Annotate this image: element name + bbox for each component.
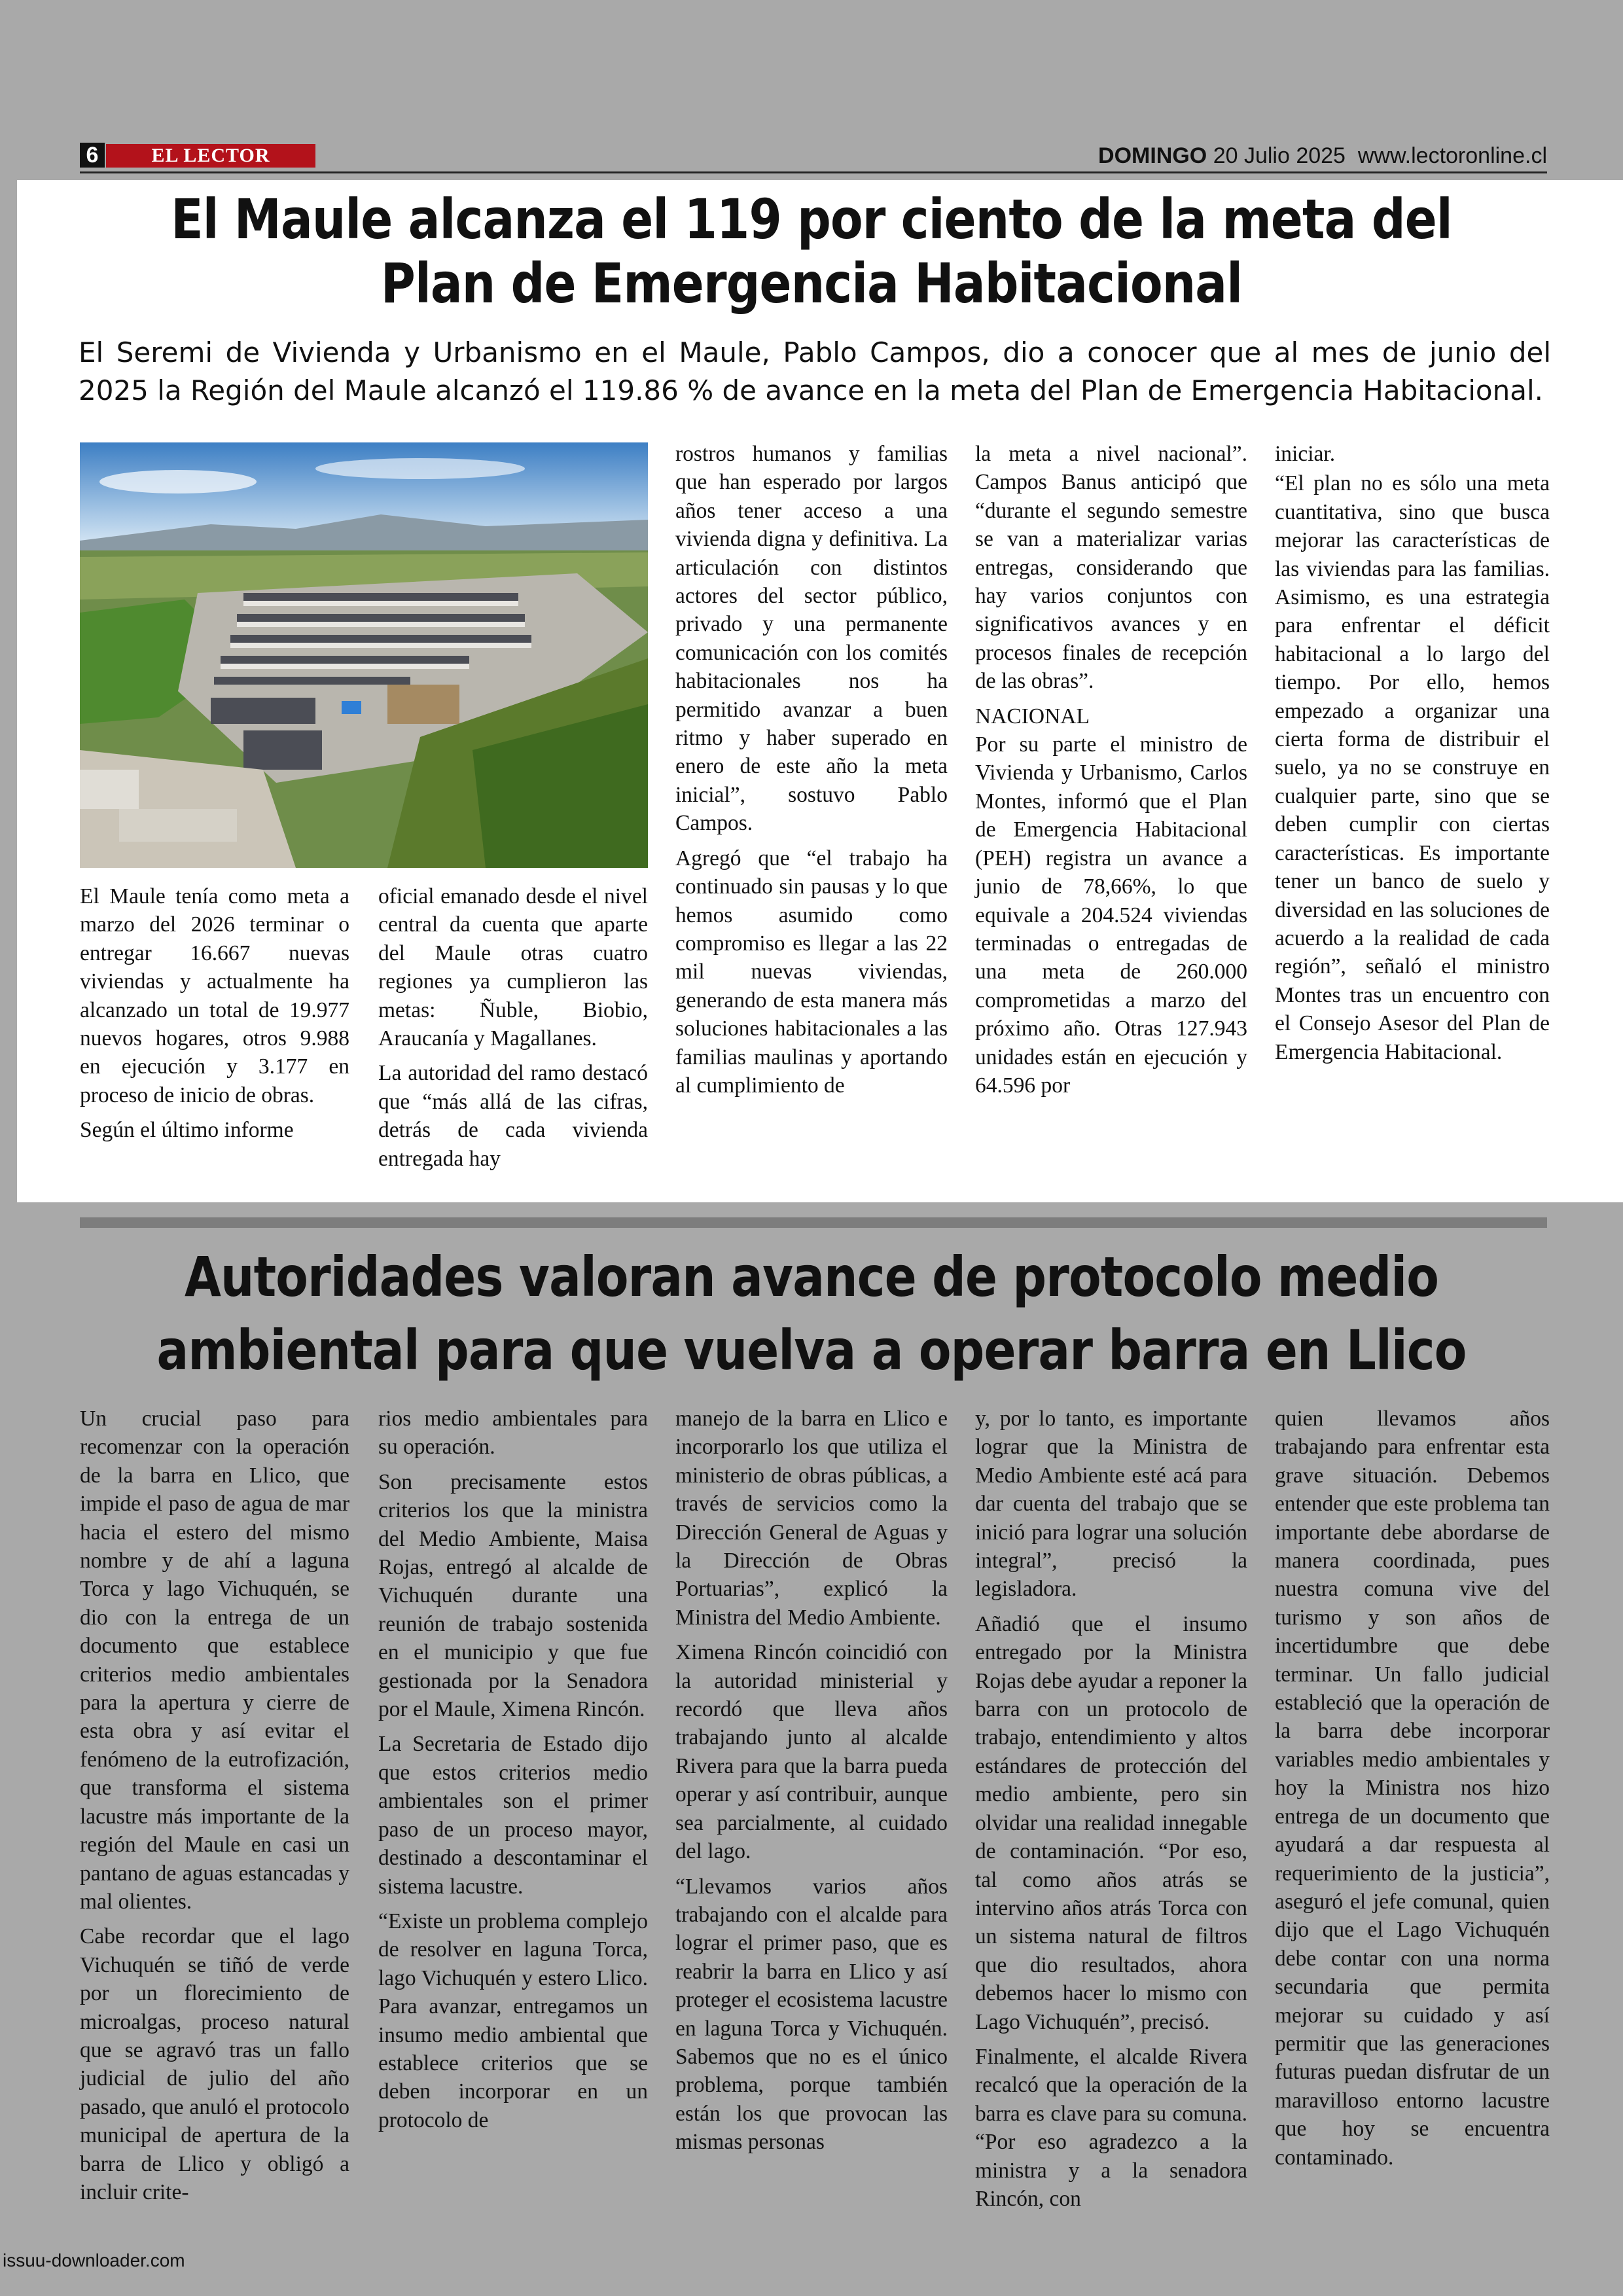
masthead <box>80 143 1547 171</box>
header-rule <box>80 171 1547 173</box>
paragraph: La Secretaria de Estado dijo que estos criterios medio ambientales son el primer paso de un proceso mayor, destinado a descontaminar el sistema lacustre. <box>378 1732 648 1899</box>
date-label: 20 Julio 2025 <box>1213 143 1346 168</box>
deck-line-1: El Seremi de Vivienda y Urbanismo en el Maule, Pablo Campos, dio a conocer que al mes de junio del <box>79 336 1551 368</box>
watermark-text: issuu-downloader.com <box>3 2250 185 2270</box>
paragraph: oficial emanado desde el nivel central da cuenta que aparte del Maule otras cuatro regiones ya cumplieron las metas: Ñuble, Biobio, Araucanía y Magallanes. <box>378 884 648 1051</box>
date-line <box>1098 143 1547 169</box>
paragraph: “Llevamos varios años trabajando con el alcalde para lograr el primer paso, que es reabrir la barra en Llico y así proteger el ecosistema lacustre en laguna Torca y Vichuquén. Sabemos que no es el único problema, porque también están los que provocan las mismas personas <box>675 1874 948 2155</box>
paragraph: la meta a nivel nacional”. Campos Banus anticipó que “durante el segundo semestre se van a materializar varias entregas, considerando que hay varios conjuntos con significativos avances y en procesos finales de recepción de las obras”. <box>975 442 1247 694</box>
paragraph: Ximena Rincón coincidió con la autoridad ministerial y recordó que lleva años trabajando junto al alcalde Rivera para que la barra pueda operar y así contribuir, aunque sea parcialmente, al cuidado del lago. <box>675 1640 948 1864</box>
paragraph: Según el último informe <box>80 1118 294 1143</box>
paragraph: y, por lo tanto, es importante lograr que la Ministra de Medio Ambiente esté acá para dar cuenta del trabajo que se inició para lograr una solución integral”, precisó la legisladora. <box>975 1407 1247 1602</box>
paragraph: El Maule tenía como meta a marzo del 2026 terminar o entregar 16.667 nuevas viviendas y actualmente ha alcanzado un total de 19.977 nuevos hogares, otros 9.988 en ejecución y 3.177 en proceso de inicio de obras. <box>80 884 349 1107</box>
headline-line-1: Autoridades valoran avance de protocolo medio <box>184 1245 1438 1309</box>
paragraph: Cabe recordar que el lago Vichuquén se tiñó de verde por un florecimiento de microalgas, proceso natural que se agravó tras un fallo judicial de julio del año pasado, que anuló el protocolo municipal de apertura de la barra de Llico y obligó a incluir crite- <box>80 1924 349 2204</box>
paragraph: Añadió que el insumo entregado por la Ministra Rojas debe ayudar a reponer la barra con un protocolo de trabajo, entendimiento y altos estándares de protección del medio ambiente, pero sin olvidar una realidad innegable de contaminación. “Por eso, tal como años atrás se intervino años atrás Torca con un sistema natural de filtros que dio resultados, ahora debemos hacer lo mismo con Lago Vichuquén”, precisó. <box>975 1611 1247 2034</box>
article2-headline <box>114 1240 1510 1387</box>
paragraph: iniciar. <box>1275 442 1336 466</box>
paragraph: “El plan no es sólo una meta cuantitativa, sino que busca mejorar las características de las viviendas para las familias. Asimismo, es una estrategia para enfrentar el déficit habitacional a lo largo del tiempo. Por ello, hemos empezado a organizar una cierta forma de distribuir el suelo, ya no se construye en cualquier parte, sino que se deben cumplir con ciertas características. Es importante tener un banco de suelo y diversidad en las soluciones de acuerdo a la realidad de cada región”, señaló el ministro Montes tras un encuentro con el Consejo Asesor del Plan de Emergencia Habitacional. <box>1275 471 1550 1064</box>
article2-column-1 <box>80 1405 349 2213</box>
paragraph: Finalmente, el alcalde Rivera recalcó que la operación de la barra es clave para su comuna. “Por eso agradezco a la ministra y a la senadora Rincón, con <box>975 2044 1247 2211</box>
article2-column-3 <box>675 1405 948 2163</box>
paragraph: Por su parte el ministro de Vivienda y Urbanismo, Carlos Montes, informó que el Plan de Emergencia Habitacional (PEH) registra un avance a junio de 78,66%, lo que equivale a 204.524 viviendas terminadas o entregadas de una meta de 260.000 comprometidas a marzo del próximo año. Otras 127.943 unidades están en ejecución y 64.596 por <box>975 732 1247 1098</box>
article1-column-3 <box>675 440 948 1106</box>
subheading-nacional: NACIONAL <box>975 704 1090 728</box>
page-number: 6 <box>80 143 105 168</box>
paper-logo: EL LECTOR <box>106 144 315 168</box>
housing-aerial-photo <box>80 442 648 868</box>
paragraph: “Existe un problema complejo de resolver en laguna Torca, lago Vichuquén y estero Llico. Para avanzar, entregamos un insumo medio ambiental que establece criterios que se deben incorporar en un protocolo de <box>378 1909 648 2132</box>
article1-headline: El Maule alcanza el 119 por ciento de la meta del Plan de Emergencia Habitacional <box>171 187 1452 315</box>
article1-column-4 <box>975 440 1247 1106</box>
paragraph: Son precisamente estos criterios los que la ministra del Medio Ambiente, Maisa Rojas, entregó al alcalde de Vichuquén durante una reunión de trabajo sostenida en el municipio y que fue gestionada por la Senadora por el Maule, Ximena Rincón. <box>378 1469 648 1722</box>
paragraph: rios medio ambientales para su operación. <box>378 1407 648 1460</box>
paragraph: rostros humanos y familias que han esperado por largos años tener acceso a una vivienda digna y definitiva. La articulación con distintos actores del sector público, privado y una permanente comunicación con los comités habitacionales nos ha permitido avanzar a buen ritmo y haber superado en enero de este año la meta inicial”, sostuvo Pablo Campos. <box>675 442 948 836</box>
article1-column-5 <box>1275 440 1550 1073</box>
paragraph: La autoridad del ramo destacó que “más allá de las cifras, detrás de cada vivienda entregada hay <box>378 1061 648 1171</box>
day-label: DOMINGO <box>1098 143 1207 168</box>
paragraph: manejo de la barra en Llico e incorporarlo los que utiliza el ministerio de obras públicas, a través de servicios como la Dirección General de Aguas y la Dirección de Obras Portuarias”, explicó la Ministra del Medio Ambiente. <box>675 1407 948 1630</box>
paragraph: Agregó que “el trabajo ha continuado sin pausas y lo que hemos asumido como compromiso es llegar a las 22 mil nuevas viviendas, generando de esta manera más soluciones habitacionales a las familias maulinas y aportando al cumplimiento de <box>675 846 948 1098</box>
deck-line-2: 2025 la Región del Maule alcanzó el 119.86 % de avance en la meta del Plan de Emergencia Habitacional. <box>79 374 1543 406</box>
headline-line-2: ambiental para que vuelva a operar barra en Llico <box>156 1318 1467 1382</box>
article2-column-4 <box>975 1405 1247 2219</box>
paragraph: quien llevamos años trabajando para enfrentar esta grave situación. Debemos entender que este problema tan importante debe abordarse de manera coordinada, pues nuestra comuna vive del turismo y son años de incertidumbre que debe terminar. Un fallo judicial estableció que la operación de la barra debe incorporar variables medio ambientales y hoy la Ministra nos hizo entrega de un documento que ayudará a dar respuesta al requerimiento de la justicia”, aseguró el jefe comunal, quien dijo que el Lago Vichuquén debe contar con una norma secundaria que permita mejorar su cuidado y así permitir que las generaciones futuras puedan disfrutar de un maravilloso entorno lacustre que hoy se encuentra contaminado. <box>1275 1407 1550 2170</box>
article2-column-5 <box>1275 1405 1550 2178</box>
article2-column-2 <box>378 1405 648 2141</box>
article-separator <box>80 1217 1547 1228</box>
website-link[interactable]: www.lectoronline.cl <box>1357 143 1547 168</box>
article1-column-1 <box>80 882 349 1151</box>
paragraph: Un crucial paso para recomenzar con la operación de la barra en Llico, que impide el paso de agua de mar hacia el estero del mismo nombre y de ahí a laguna Torca y lago Vichuquén, se dio con la entrega de un documento que establece criterios medio ambientales para la apertura y cierre de esta obra y así evitar el fenómeno de la eutrofización, que transforma el sistema lacustre más importante de la región del Maule en casi un pantano de aguas estancadas y mal olientes. <box>80 1407 349 1914</box>
article1-deck <box>79 334 1551 410</box>
article1-column-2 <box>378 882 648 1179</box>
